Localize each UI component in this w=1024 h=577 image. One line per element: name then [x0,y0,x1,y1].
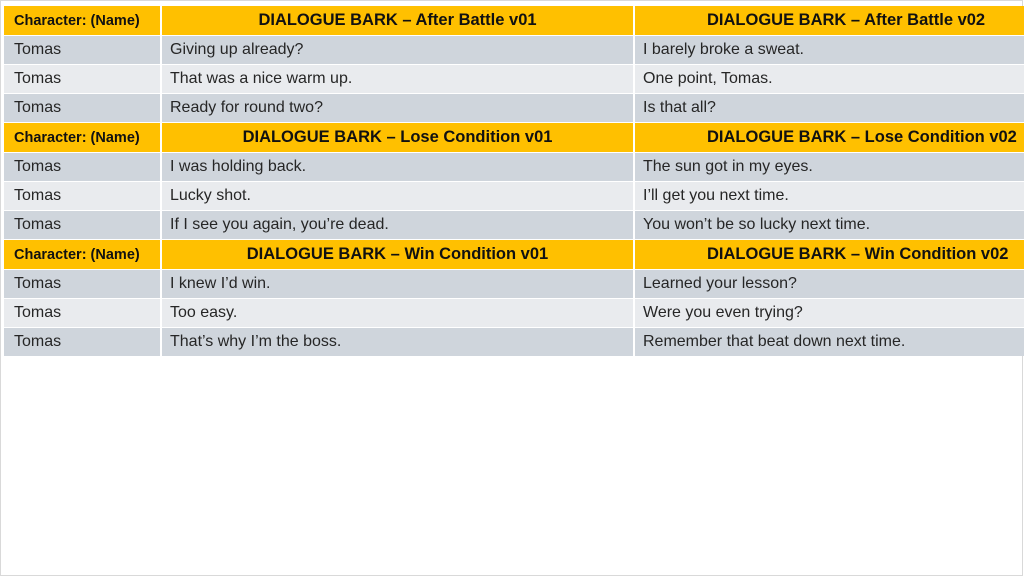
section-header-lose-condition [4,123,1024,153]
character-cell: Tomas [4,65,162,93]
header-col2: DIALOGUE BARK – After Battle v02 [707,11,986,29]
character-cell: Tomas [4,270,162,298]
header-col2: DIALOGUE BARK – Lose Condition v02 [707,128,1017,146]
line-cell-v01: Ready for round two? [162,94,635,122]
table-row [4,36,1024,65]
header-col1: DIALOGUE BARK – After Battle v01 [162,6,635,35]
line-cell-v02: One point, Tomas. [643,70,773,87]
character-cell: Tomas [4,153,162,181]
line-cell-v02: Remember that beat down next time. [643,333,906,350]
line-cell-v02: I barely broke a sweat. [643,41,804,58]
character-cell: Tomas [4,182,162,210]
header-character: Character: (Name) [4,123,162,152]
section-header-after-battle [4,6,1024,36]
table-row [4,328,1024,356]
character-cell: Tomas [4,211,162,239]
line-cell-v02: You won’t be so lucky next time. [643,216,871,233]
character-cell: Tomas [4,36,162,64]
table-row [4,270,1024,299]
dialogue-bark-table [4,6,1024,356]
line-cell-v01: Too easy. [162,299,635,327]
line-cell-v01: Lucky shot. [162,182,635,210]
header-col2: DIALOGUE BARK – Win Condition v02 [707,245,1009,263]
header-character: Character: (Name) [4,240,162,269]
character-cell: Tomas [4,299,162,327]
character-cell: Tomas [4,94,162,122]
line-cell-v01: I knew I’d win. [162,270,635,298]
table-row [4,211,1024,240]
line-cell-v01: Giving up already? [162,36,635,64]
line-cell-v01: If I see you again, you’re dead. [162,211,635,239]
line-cell-v02: The sun got in my eyes. [643,158,813,175]
line-cell-v02: Learned your lesson? [643,275,797,292]
header-character: Character: (Name) [4,6,162,35]
table-row [4,94,1024,123]
line-cell-v02: I’ll get you next time. [643,187,789,204]
header-col1: DIALOGUE BARK – Lose Condition v01 [162,123,635,152]
header-col1: DIALOGUE BARK – Win Condition v01 [162,240,635,269]
line-cell-v01: That’s why I’m the boss. [162,328,635,356]
table-row [4,299,1024,328]
line-cell-v02: Is that all? [643,99,716,116]
character-cell: Tomas [4,328,162,356]
line-cell-v02: Were you even trying? [643,304,803,321]
table-body [4,6,1024,356]
line-cell-v01: That was a nice warm up. [162,65,635,93]
table-row [4,65,1024,94]
table-row [4,182,1024,211]
line-cell-v01: I was holding back. [162,153,635,181]
section-header-win-condition [4,240,1024,270]
table-row [4,153,1024,182]
